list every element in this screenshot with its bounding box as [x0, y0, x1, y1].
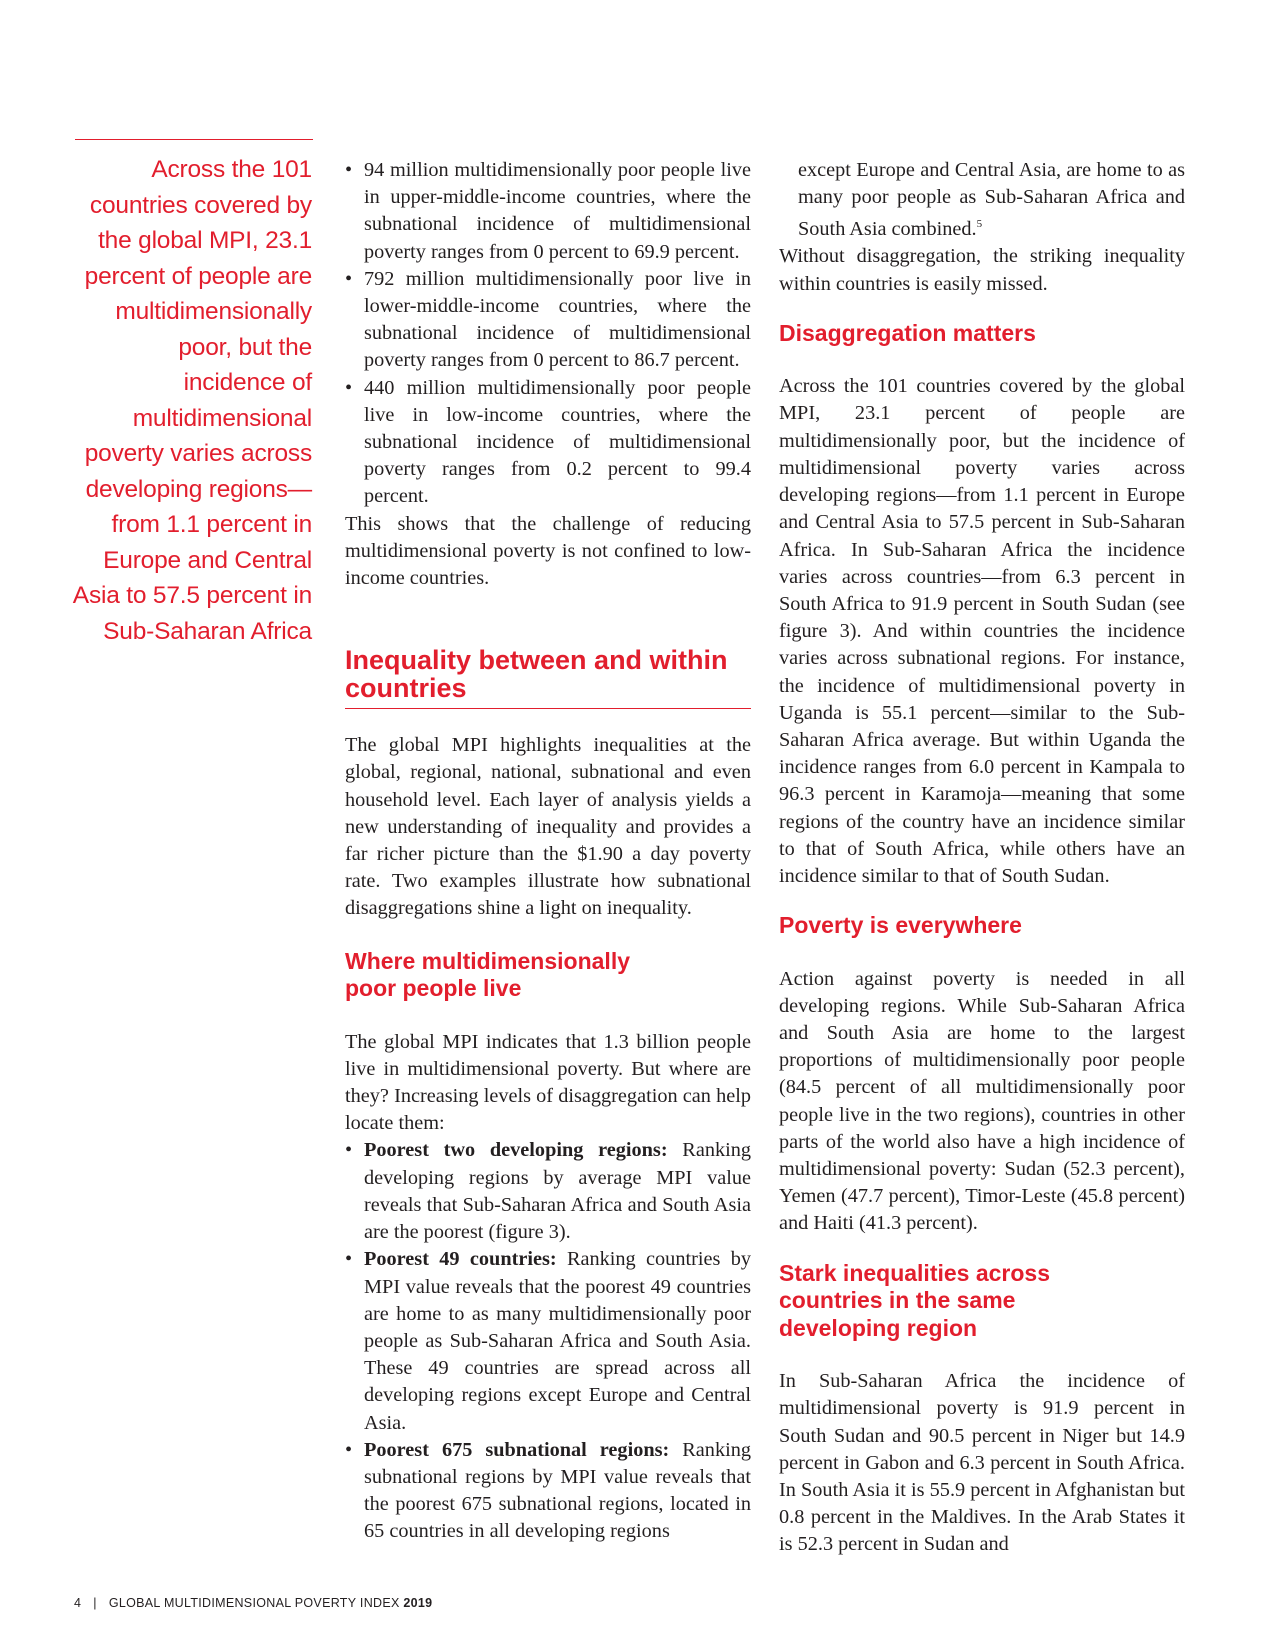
page-number: 4	[74, 1596, 82, 1610]
paragraph-stark: In Sub-Saharan Africa the incidence of multidimensional poverty is 91.9 percent in South Sudan and 90.5 percent in Niger but 14.9 percent in Gabon and 6.3 percent in South Africa. In South Asia it is 55.9 percent in Afghanistan but 0.8 percent in the Maldives. In the Arab States it is 52.3 percent in Sudan and	[779, 1370, 1185, 1556]
paragraph-without: Without disaggregation, the striking inequality within countries is easily missed.	[779, 245, 1185, 295]
column-middle	[345, 157, 751, 1546]
list-item: • 440 million multidimensionally poor people live in low-income countries, where the subnational incidence of multidimensional poverty ranges from 0.2 percent to 99.4 percent.	[345, 375, 751, 511]
pull-quote: Across the 101 countries covered by the global MPI, 23.1 percent of people are multidimensionally poor, but the incidence of multidimensional poverty varies across developing regions—from 1.1 percent in Europe and Central Asia to 57.5 percent in Sub-Saharan Africa	[72, 156, 312, 645]
income-group-bullets	[345, 157, 751, 511]
paragraph-continuation	[779, 157, 1185, 243]
page-footer	[74, 1596, 432, 1610]
bullet-text: Ranking countries by MPI value reveals that the poorest 49 countries are home to as many multidimensionally poor people as Sub-Saharan Africa and South Asia. These 49 countries are spread across all developing regions except Europe and Central Asia.	[364, 1248, 751, 1434]
section-heading-inequality: Inequality between and within countries	[345, 647, 751, 709]
footnote-reference: 5	[976, 218, 983, 231]
paragraph-disaggregation: Across the 101 countries covered by the global MPI, 23.1 percent of people are multidimensionally poor, but the incidence of multidimensional poverty varies across developing regions—from 1.1 percent in Europe and Central Asia to 57.5 percent in Sub-Saharan Africa. In Sub-Saharan Africa the incidence varies across countries—from 6.3 percent in South Africa to 91.9 percent in South Sudan (see figure 3). And within countries the incidence varies across subnational regions. For instance, the incidence of multidimensional poverty in Uganda is 55.1 percent—similar to the Sub-Saharan Africa average. But within Uganda the incidence ranges from 6.0 percent in Kampala to 96.3 percent in Karamoja—meaning that some regions of the country have an incidence similar to that of South Africa, while others have an incidence similar to that of South Sudan.	[779, 375, 1185, 887]
bullet-bold-label: Poorest 675 subnational regions:	[364, 1438, 670, 1461]
bullet-text: Ranking developing regions by average MPI value reveals that Sub-Saharan Africa and South Asia are the poorest (figure 3).	[364, 1139, 752, 1244]
column-right	[779, 157, 1185, 1559]
paragraph-where: The global MPI indicates that 1.3 billion people live in multidimensional poverty. But where are they? Increasing levels of disaggregation can help locate them:	[345, 1030, 751, 1135]
subheading-where-poor-live: Where multidimensionally poor people live	[345, 947, 630, 1002]
subheading-poverty-everywhere: Poverty is everywhere	[779, 912, 1022, 939]
footer-separator: |	[93, 1596, 97, 1610]
subheading-disaggregation: Disaggregation matters	[779, 319, 1036, 346]
list-item	[345, 1437, 751, 1546]
list-item	[345, 1137, 751, 1246]
list-item	[345, 1246, 751, 1436]
publication-year: 2019	[403, 1596, 433, 1610]
publication-title: GLOBAL MULTIDIMENSIONAL POVERTY INDEX	[108, 1596, 400, 1610]
list-item: • 94 million multidimensionally poor people live in upper-middle-income countries, where the subnational incidence of multidimensional poverty ranges from 0 percent to 69.9 percent.	[345, 157, 751, 266]
bullet-text: Ranking subnational regions by MPI value reveals that the poorest 675 subnational regions, located in 65 countries in all developing regions	[364, 1438, 751, 1543]
continuation-text: except Europe and Central Asia, are home to as many poor people as Sub-Saharan Africa and South Asia combined.	[798, 159, 1185, 241]
subheading-stark-inequalities: Stark inequalities across countries in the same developing region	[779, 1259, 1051, 1341]
bullet-bold-label: Poorest 49 countries:	[364, 1248, 557, 1271]
list-item: • 792 million multidimensionally poor live in lower-middle-income countries, where the subnational incidence of multidimensional poverty ranges from 0 percent to 86.7 percent.	[345, 266, 751, 375]
bullet-bold-label: Poorest two developing regions:	[364, 1139, 668, 1162]
paragraph-everywhere: Action against poverty is needed in all developing regions. While Sub-Saharan Africa and South Asia are home to the largest proportions of multidimensionally poor people (84.5 percent of all multidimensionally poor people live in the two regions), countries in other parts of the world also have a high incidence of multidimensional poverty: Sudan (52.3 percent), Yemen (47.7 percent), Timor-Leste (45.8 percent) and Haiti (41.3 percent).	[779, 967, 1185, 1235]
paragraph-shows: This shows that the challenge of reducing multidimensional poverty is not confined to low-income countries.	[345, 512, 751, 590]
paragraph-mpi-highlights: The global MPI highlights inequalities at the global, regional, national, subnational and even household level. Each layer of analysis yields a new understanding of inequality and provides a far richer picture than the $1.90 a day poverty rate. Two examples illustrate how subnational disaggregations shine a light on inequality.	[345, 734, 751, 920]
disaggregation-bullets	[345, 1137, 751, 1545]
pullquote-rule	[75, 139, 313, 140]
